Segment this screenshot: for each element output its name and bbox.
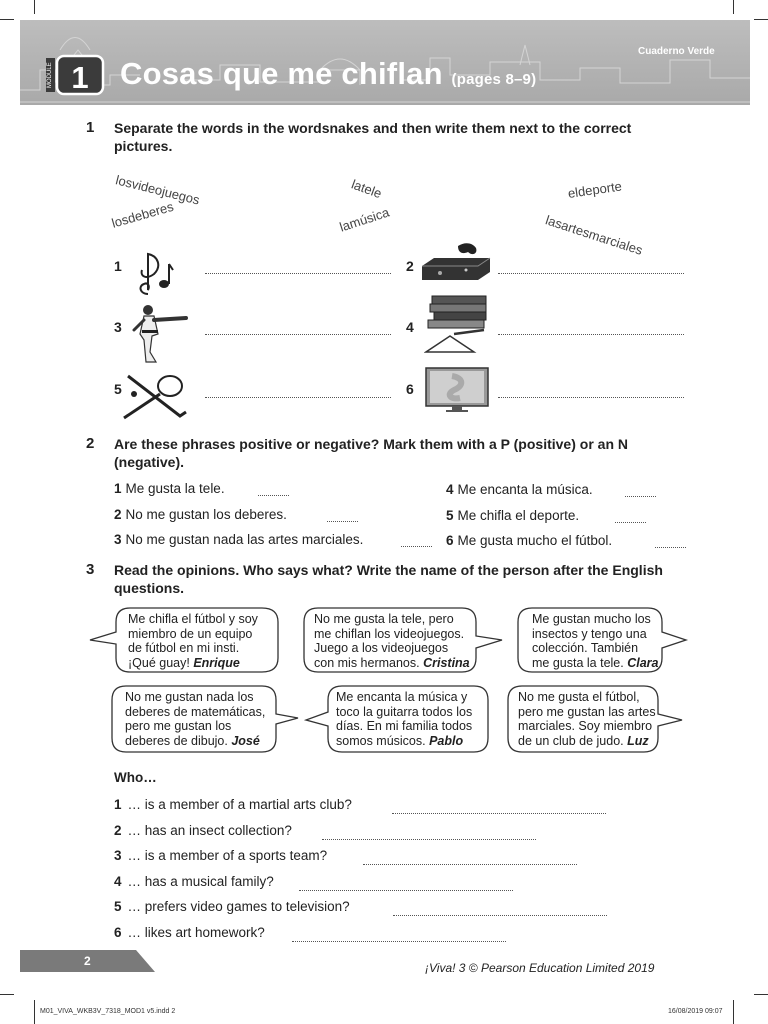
picture-number: 3	[114, 319, 122, 335]
who-question: 1 … is a member of a martial arts club?	[114, 797, 352, 812]
person-name: Pablo	[429, 733, 464, 748]
picture-number: 5	[114, 381, 122, 397]
module-number: 1	[71, 60, 89, 95]
question-instruction: Are these phrases positive or negative? Mark them with a P (positive) or an N (negative).	[114, 436, 628, 470]
opinion-luz: No me gusta el fútbol, pero me gustan las artes marciales. Soy miembro de un club de judo. Luz	[518, 690, 656, 748]
opinion-cristina: No me gusta la tele, pero me chiflan los videojuegos. Juego a los videojuegos con mis hermanos. Cristina	[314, 612, 470, 670]
picture-number: 6	[406, 381, 414, 397]
answer-line[interactable]	[392, 812, 606, 814]
who-question: 5 … prefers video games to television?	[114, 899, 350, 914]
opinion-clara: Me gustan mucho los insectos y tengo una colección. También me gusta la tele. Clara	[532, 612, 659, 670]
phrase-item: 1 Me gusta la tele.	[114, 481, 225, 496]
phrase-item: 6 Me gusta mucho el fútbol.	[446, 533, 613, 548]
book-name: Cuaderno Verde	[638, 46, 715, 57]
print-timestamp: 16/08/2019 09:07	[668, 1008, 723, 1015]
page-number: 2	[84, 954, 91, 968]
phrase-item: 2 No me gustan los deberes.	[114, 507, 287, 522]
file-slug: M01_VIVA_WKB3V_7318_MOD1 v5.indd 2	[40, 1008, 176, 1015]
crop-mark	[733, 1000, 734, 1024]
page-range: (pages 8–9)	[451, 71, 537, 88]
crop-mark	[754, 994, 768, 995]
person-name: Luz	[627, 733, 649, 748]
who-question: 2 … has an insect collection?	[114, 823, 292, 838]
picture-number: 1	[114, 258, 122, 274]
answer-line[interactable]	[299, 889, 513, 891]
wordsnake: losvideojuegos	[114, 172, 202, 208]
phrase-item: 5 Me chifla el deporte.	[446, 508, 580, 523]
wordsnake: losdeberes	[109, 198, 176, 231]
picture-number: 4	[406, 319, 414, 335]
question-instruction: Read the opinions. Who says what? Write the name of the person after the English questions.	[114, 562, 663, 596]
question-number: 1	[86, 119, 95, 136]
answer-line[interactable]	[292, 940, 506, 942]
who-question: 4 … has a musical family?	[114, 874, 274, 889]
question-instruction: Separate the words in the wordsnakes and then write them next to the correct pictures.	[114, 120, 632, 154]
answer-line[interactable]	[322, 838, 536, 840]
page-number-tab	[20, 950, 155, 972]
crop-mark	[0, 994, 14, 995]
wordsnake: eldeporte	[566, 178, 623, 201]
wordsnake: latele	[349, 176, 384, 202]
module-label: MODULE	[47, 62, 53, 88]
person-name: José	[231, 733, 260, 748]
phrase-item: 3 No me gustan nada las artes marciales.	[114, 532, 364, 547]
person-name: Clara	[627, 655, 659, 670]
answer-line[interactable]	[363, 863, 577, 865]
page-title: Cosas que me chiflan (pages 8–9)	[120, 56, 537, 91]
who-label: Who…	[114, 770, 157, 785]
question-number: 3	[86, 561, 95, 578]
wordsnake: lamúsica	[337, 204, 392, 235]
crop-mark	[34, 1000, 35, 1024]
person-name: Enrique	[193, 655, 240, 670]
opinion-pablo: Me encanta la música y toco la guitarra todos los días. En mi familia todos somos músicos. Pablo	[336, 690, 473, 748]
phrase-item: 4 Me encanta la música.	[446, 482, 593, 497]
answer-line[interactable]	[393, 914, 607, 916]
picture-number: 2	[406, 258, 414, 274]
opinion-enrique: Me chifla el fútbol y soy miembro de un equipo de fútbol en mi insti. ¡Qué guay! Enrique	[128, 612, 258, 670]
opinion-jose: No me gustan nada los deberes de matemáticas, pero me gustan los deberes de dibujo. José	[125, 690, 266, 748]
question-number: 2	[86, 435, 95, 452]
who-question: 6 … likes art homework?	[114, 925, 265, 940]
person-name: Cristina	[423, 655, 470, 670]
wordsnake: lasartesmarciales	[543, 212, 645, 258]
who-question: 3 … is a member of a sports team?	[114, 848, 328, 863]
copyright: ¡Viva! 3 © Pearson Education Limited 2019	[425, 961, 655, 975]
